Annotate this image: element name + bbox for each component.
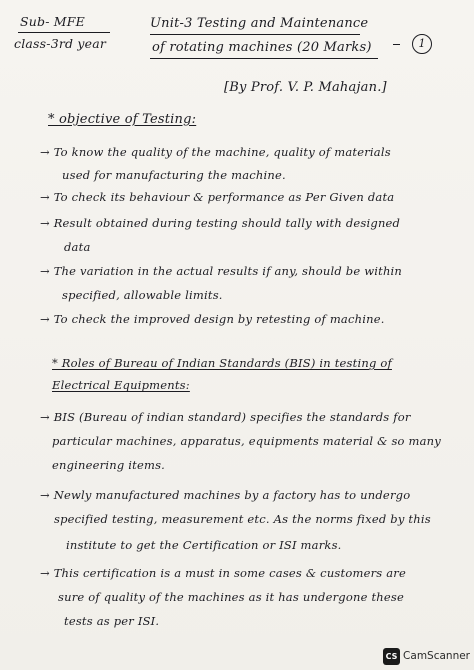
list-item: specified testing, measurement etc. As the norms fixed by this: [54, 512, 431, 526]
class-label: class-3rd year: [14, 36, 107, 51]
list-item: sure of quality of the machines as it has undergone these: [58, 590, 404, 604]
list-item: → Newly manufactured machines by a factory has to undergo: [40, 488, 411, 502]
unit-title: Unit-3 Testing and Maintenance: [150, 16, 369, 31]
list-item: particular machines, apparatus, equipments material & so many: [52, 434, 441, 448]
list-item: tests as per ISI.: [64, 614, 160, 628]
section-heading-bis: * Roles of Bureau of Indian Standards (BIS) in testing of: [52, 356, 392, 370]
page-number: 1: [412, 34, 432, 54]
list-item: → This certification is a must in some cases & customers are: [40, 566, 407, 580]
list-item: engineering items.: [52, 458, 166, 472]
list-item: used for manufacturing the machine.: [62, 168, 286, 182]
subject-label: Sub- MFE: [20, 14, 86, 29]
unit-title-underline: [150, 34, 360, 35]
unit-subtitle-underline: [150, 58, 378, 59]
dash-mark: [393, 44, 400, 45]
subject-underline: [18, 32, 110, 33]
list-item: → To know the quality of the machine, quality of materials: [40, 145, 391, 159]
section-heading-bis-cont: Electrical Equipments:: [52, 378, 190, 392]
section-heading-objective: * objective of Testing:: [48, 112, 197, 127]
camscanner-watermark: [383, 646, 470, 666]
list-item: → The variation in the actual results if any, should be within: [40, 264, 403, 278]
camscanner-label: CamScanner: [403, 650, 470, 662]
unit-subtitle: of rotating machines (20 Marks): [152, 40, 372, 55]
list-item: institute to get the Certification or ISI marks.: [66, 538, 342, 552]
list-item: → Result obtained during testing should tally with designed: [40, 216, 401, 230]
camscanner-logo-icon: CS: [383, 648, 400, 665]
list-item: specified, allowable limits.: [62, 288, 223, 302]
author-line: [By Prof. V. P. Mahajan.]: [224, 80, 387, 95]
list-item: → To check its behaviour & performance as Per Given data: [40, 190, 395, 204]
list-item: → BIS (Bureau of indian standard) specifies the standards for: [40, 410, 411, 424]
list-item: → To check the improved design by retesting of machine.: [40, 312, 385, 326]
list-item: data: [64, 240, 91, 254]
